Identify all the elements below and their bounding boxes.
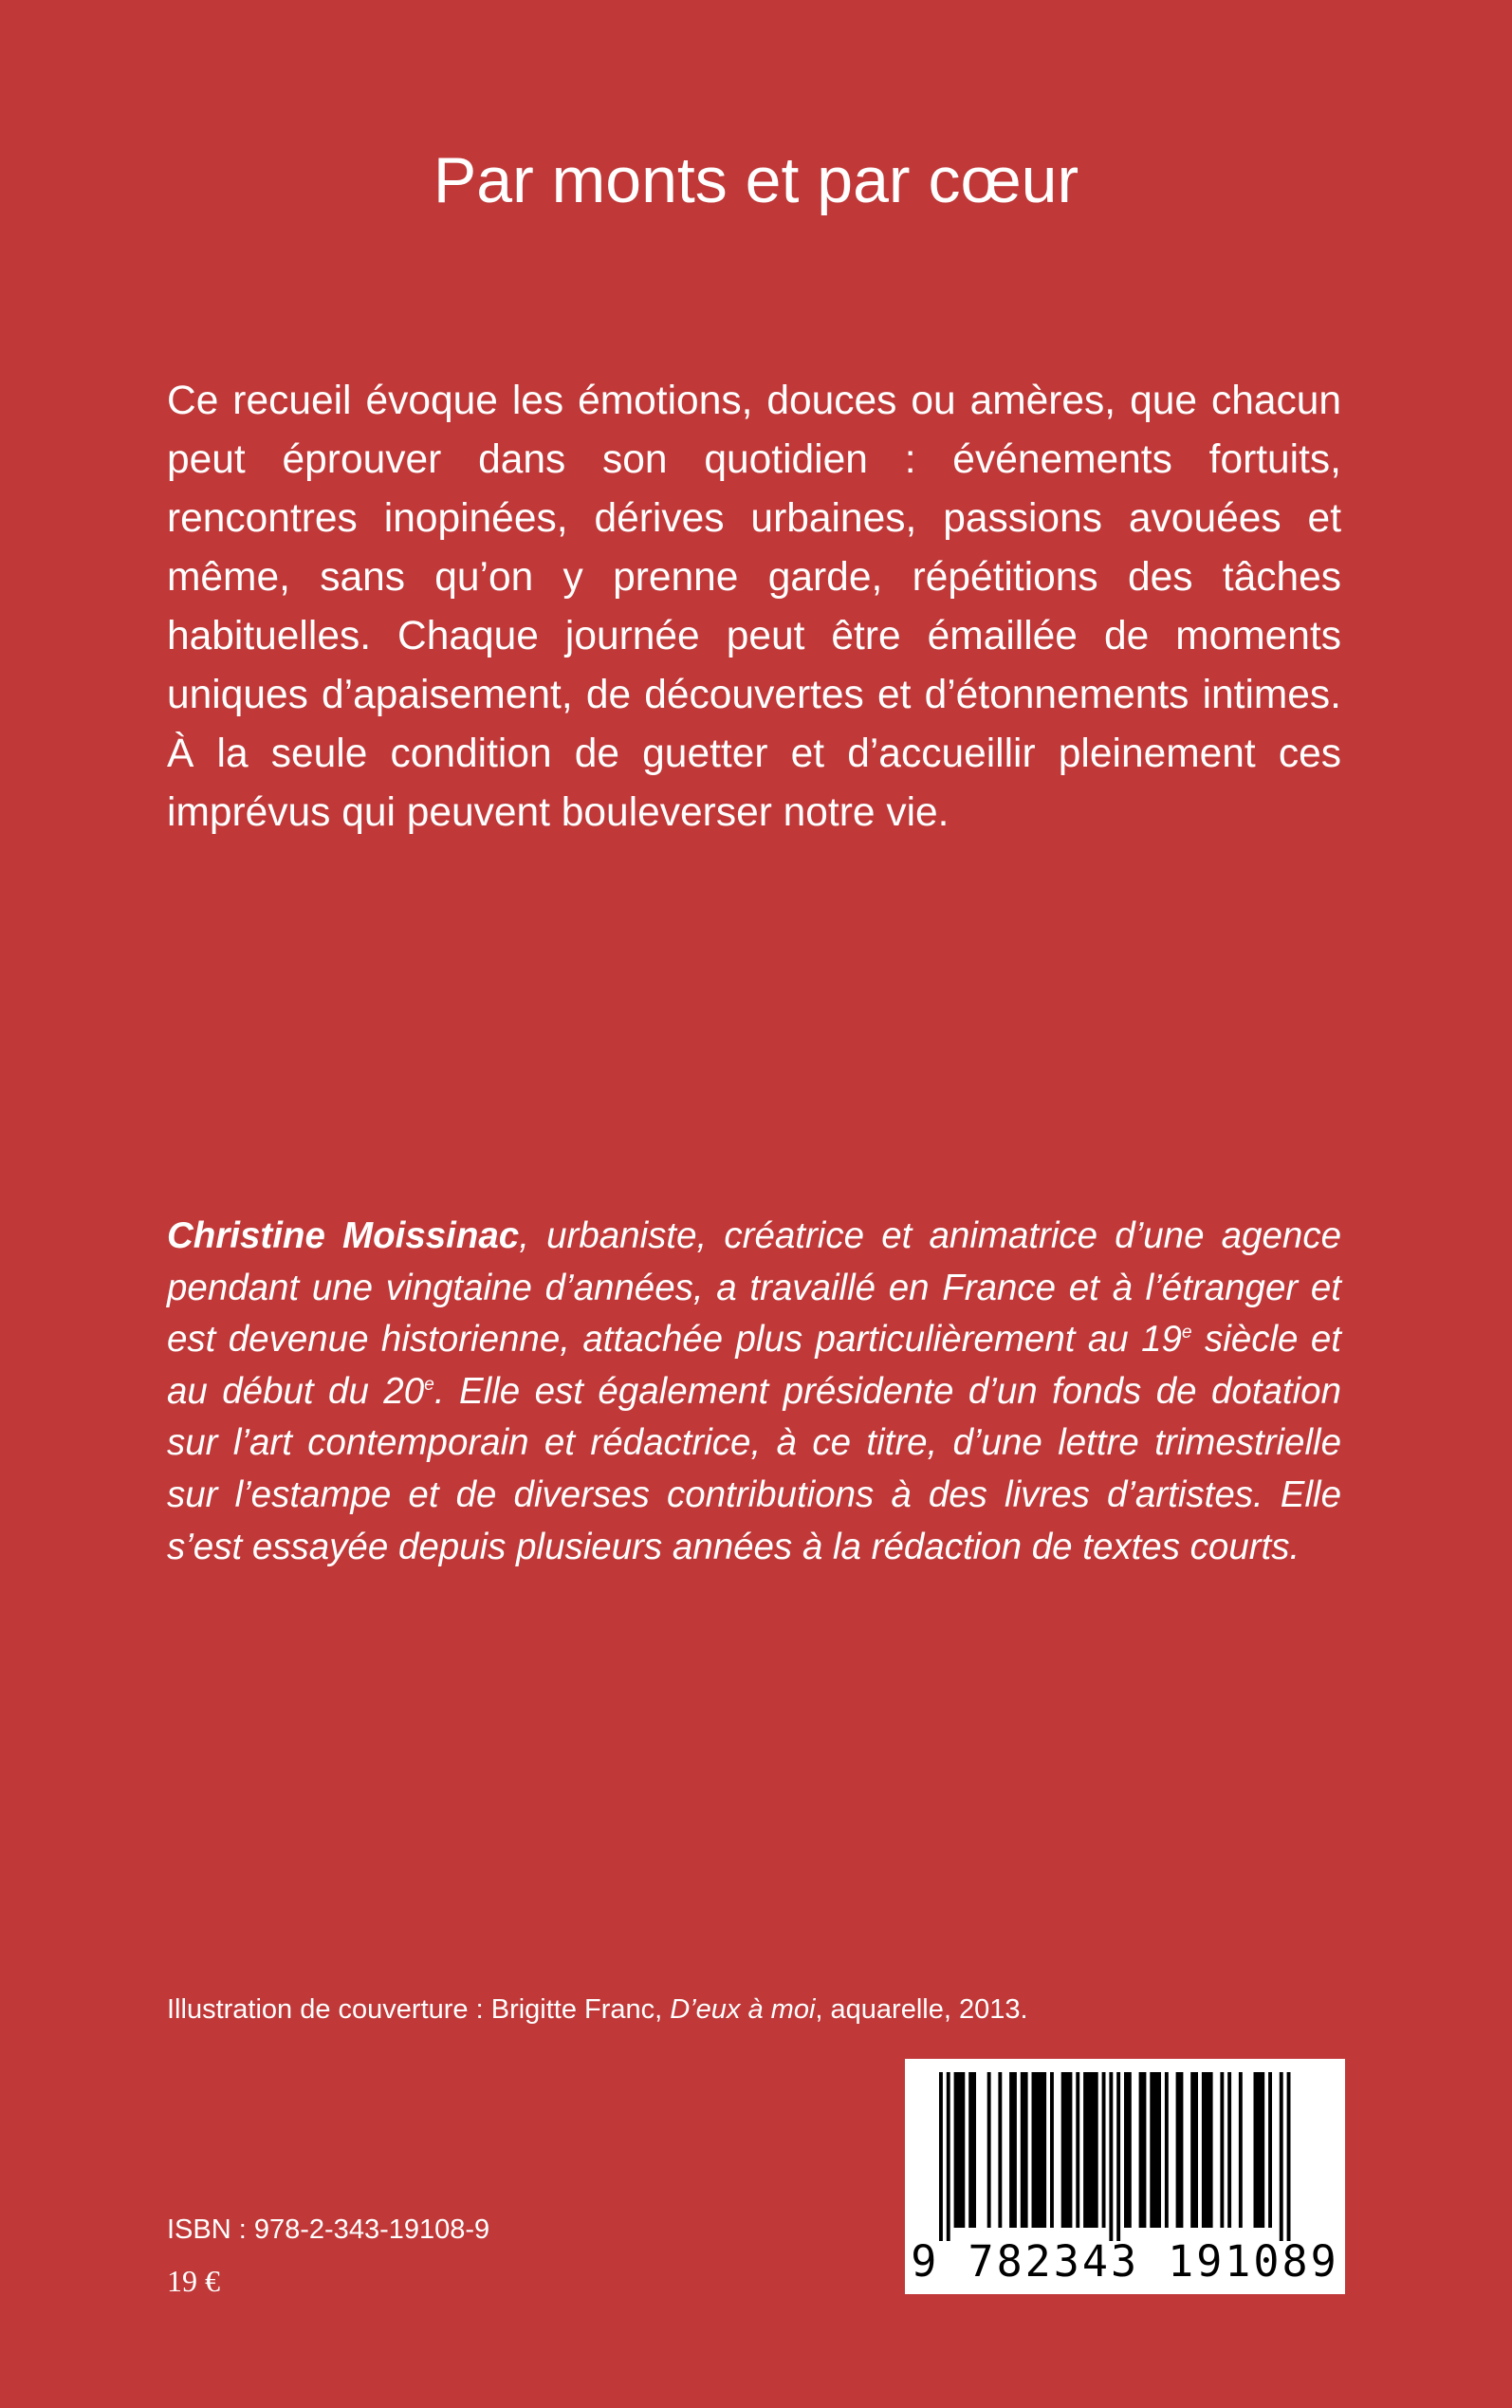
barcode-bar — [1032, 2072, 1047, 2228]
cover-illustration-credit — [167, 1991, 1400, 2028]
barcode-bar — [1076, 2072, 1079, 2228]
barcode-bar — [968, 2072, 976, 2228]
credit-prefix: Illustration de couverture : Brigitte Franc, — [167, 1994, 671, 2025]
barcode-guard-bar — [947, 2072, 950, 2241]
bio-text-1: , urbaniste, créatrice et animatrice d’une agence pendant une vingtaine d’années, a travaillé en France et à l’étranger et est devenue historienne, attachée plus particulièrement au 19 — [167, 1215, 1341, 1361]
barcode-guard-bar — [1280, 2072, 1283, 2241]
barcode-bar — [1239, 2072, 1243, 2228]
barcode-guard-bar — [1116, 2072, 1120, 2241]
barcode-bar — [1227, 2072, 1231, 2228]
barcode-bar — [1220, 2072, 1224, 2228]
barcode-guard-bar — [1287, 2072, 1291, 2241]
barcode-bar — [1083, 2072, 1098, 2228]
barcode-bar — [1254, 2072, 1265, 2228]
barcode-bar — [1202, 2072, 1213, 2228]
bio-superscript-2: e — [424, 1374, 434, 1395]
barcode-bar — [1165, 2072, 1169, 2228]
barcode-bar — [1050, 2072, 1054, 2228]
barcode-bar — [1102, 2072, 1106, 2228]
isbn-label: ISBN : 978-2-343-19108-9 — [167, 2214, 490, 2245]
barcode-bar — [1009, 2072, 1017, 2228]
barcode-guard-bar — [1109, 2072, 1113, 2241]
barcode-bar — [998, 2072, 1002, 2228]
barcode-bar — [1021, 2072, 1028, 2228]
bio-text-2: siècle et au début du 20 — [167, 1319, 1341, 1412]
barcode — [905, 2059, 1345, 2294]
author-name: Christine Moissinac — [167, 1215, 520, 1256]
bio-superscript-1: e — [1181, 1323, 1192, 1343]
author-bio — [167, 1211, 1341, 1573]
barcode-bar — [1139, 2072, 1147, 2228]
barcode-guard-bar — [939, 2072, 943, 2241]
barcode-bar — [954, 2072, 966, 2228]
price-label: 19 € — [167, 2264, 220, 2298]
credit-suffix: , aquarelle, 2013. — [815, 1994, 1028, 2025]
barcode-bar — [1268, 2072, 1272, 2228]
credit-work-title: D’eux à moi — [670, 1994, 816, 2025]
barcode-bar — [1190, 2072, 1198, 2228]
barcode-bar — [1150, 2072, 1161, 2228]
back-cover-blurb: Ce recueil évoque les émotions, douces ou amères, que chacun peut éprouver dans son quotidien : événements fortuits, rencontres inopinées, dérives urbaines, passions avouées et même, sans qu’on y prenne garde, répétitions des tâches habituelles. Chaque journée peut être émaillée de moments uniques d’apaisement, de découvertes et d’étonnements intimes. À la seule condition de guetter et d’accueillir pleinement ces imprévus qui peuvent bouleverser notre vie. — [167, 379, 1341, 835]
barcode-bar — [1061, 2072, 1073, 2228]
barcode-bar — [1124, 2072, 1132, 2228]
book-title: Par monts et par cœur — [433, 144, 1079, 216]
barcode-bar — [1176, 2072, 1184, 2228]
bio-text-3: . Elle est également présidente d’un fonds de dotation sur l’art contemporain et rédactrice, à ce titre, d’une lettre trimestrielle sur l’estampe et de diverses contributions à des livres d’artistes. Elle s’est essayée depuis plusieurs années à la rédaction de textes courts. — [167, 1370, 1342, 1567]
barcode-digits: 9 782343 191089 — [911, 2236, 1339, 2287]
barcode-bar — [987, 2072, 991, 2228]
